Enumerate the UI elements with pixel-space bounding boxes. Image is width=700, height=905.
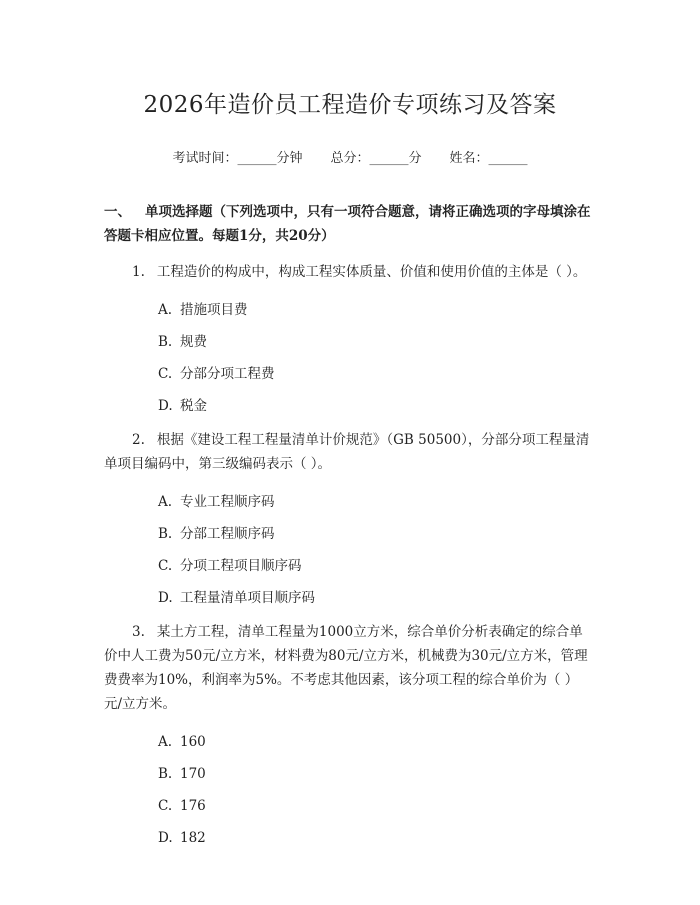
option-text: 176 xyxy=(180,798,206,814)
option-letter: D. xyxy=(158,590,173,606)
option-1d xyxy=(104,394,596,418)
option-2a xyxy=(104,490,596,514)
option-2c xyxy=(104,554,596,578)
option-letter: C. xyxy=(158,558,173,574)
option-letter: B. xyxy=(158,334,173,350)
question-text: 根据《建设工程工程量清单计价规范》（GB 50500），分部分项工程量清单项目编码中，第三级编码表示（ ）。 xyxy=(104,432,590,472)
option-text: 规费 xyxy=(180,334,207,350)
exam-name: 姓名：______ xyxy=(449,151,528,166)
page-title: 2026年造价员工程造价专项练习及答案 xyxy=(143,92,557,118)
option-3b xyxy=(104,762,596,786)
option-text: 税金 xyxy=(180,398,207,414)
option-1b xyxy=(104,330,596,354)
question-number: 2. xyxy=(132,432,145,448)
exam-meta xyxy=(104,147,596,166)
option-letter: B. xyxy=(158,526,173,542)
option-3c xyxy=(104,794,596,818)
option-text: 工程量清单项目顺序码 xyxy=(180,590,315,606)
option-letter: A. xyxy=(158,734,173,750)
option-text: 170 xyxy=(180,766,206,782)
question-2 xyxy=(104,428,596,476)
option-letter: B. xyxy=(158,766,173,782)
option-letter: C. xyxy=(158,798,173,814)
option-letter: A. xyxy=(158,302,173,318)
option-1a xyxy=(104,298,596,322)
option-text: 专业工程顺序码 xyxy=(180,494,275,510)
option-text: 分项工程项目顺序码 xyxy=(180,558,302,574)
question-1 xyxy=(104,260,596,284)
exam-score: 总分：______分 xyxy=(330,151,422,166)
section-number: 一、 xyxy=(104,204,131,220)
option-2d xyxy=(104,586,596,610)
option-text: 分部工程顺序码 xyxy=(180,526,275,542)
option-1c xyxy=(104,362,596,386)
question-text: 工程造价的构成中，构成工程实体质量、价值和使用价值的主体是（ ）。 xyxy=(156,264,587,280)
option-letter: C. xyxy=(158,366,173,382)
option-3d xyxy=(104,826,596,850)
option-text: 160 xyxy=(180,734,206,750)
option-letter: A. xyxy=(158,494,173,510)
option-letter: D. xyxy=(158,830,173,846)
option-text: 措施项目费 xyxy=(180,302,248,318)
section-heading xyxy=(104,200,596,248)
option-3a xyxy=(104,730,596,754)
question-3 xyxy=(104,620,596,716)
exam-time: 考试时间：______分钟 xyxy=(172,151,303,166)
question-number: 3. xyxy=(132,624,145,640)
question-number: 1. xyxy=(132,264,145,280)
section-text: 单项选择题（下列选项中，只有一项符合题意，请将正确选项的字母填涂在答题卡相应位置。每题1分，共20分） xyxy=(104,204,591,244)
option-letter: D. xyxy=(158,398,173,414)
option-2b xyxy=(104,522,596,546)
option-text: 分部分项工程费 xyxy=(180,366,275,382)
question-text: 某土方工程，清单工程量为1000立方米，综合单价分析表确定的综合单价中人工费为50元/立方米，材料费为80元/立方米，机械费为30元/立方米，管理费费率为10%，利润率为5%。不考虑其他因素，该分项工程的综合单价为（ ）元/立方米。 xyxy=(104,624,588,712)
option-text: 182 xyxy=(180,830,206,846)
